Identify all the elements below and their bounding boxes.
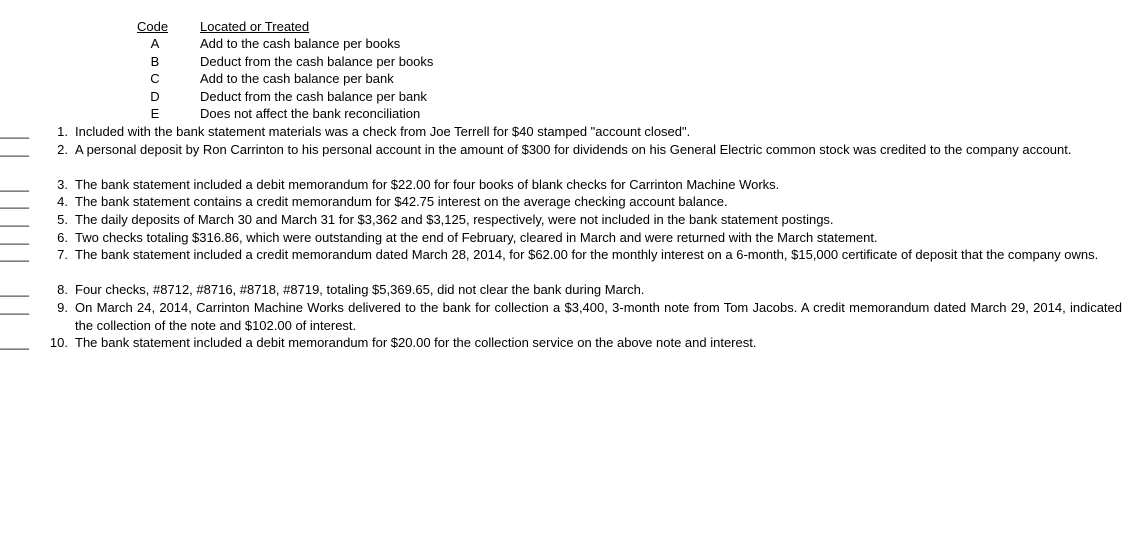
answer-blank[interactable]: ____	[0, 300, 29, 315]
legend-code: A	[150, 36, 160, 51]
answer-blank[interactable]: ____	[0, 194, 29, 210]
legend-description: Deduct from the cash balance per bank	[200, 88, 427, 104]
legend-code: D	[150, 88, 160, 104]
legend-description: Add to the cash balance per bank	[200, 71, 394, 87]
item-number: 7.	[57, 247, 68, 263]
answer-blank[interactable]: ____	[0, 141, 29, 157]
answer-blank[interactable]: ____	[0, 229, 29, 245]
answer-blank[interactable]: ____	[0, 282, 29, 298]
item-number: 5.	[57, 212, 68, 227]
item-number: 8.	[57, 282, 68, 298]
item-text: The bank statement included a debit memorandum for $22.00 for four books of blank checks for Carrinton Machine Works.	[75, 176, 780, 192]
item-number: 9.	[57, 300, 68, 315]
item-number: 1.	[57, 124, 68, 139]
legend-code: E	[150, 106, 160, 122]
item-text: A personal deposit by Ron Carrinton to his personal account in the amount of $300 for dividends on his General Electric common stock was credited to the company account.	[75, 141, 1072, 157]
legend-code: B	[150, 53, 160, 69]
item-text: The bank statement contains a credit memorandum for $42.75 interest on the average checking account balance.	[75, 194, 728, 210]
item-text: The daily deposits of March 30 and March 31 for $3,362 and $3,125, respectively, were not included in the bank statement postings.	[75, 212, 834, 227]
item-text: Four checks, #8712, #8716, #8718, #8719, totaling $5,369.65, did not clear the bank during March.	[75, 282, 645, 298]
legend-description: Does not affect the bank reconciliation	[200, 106, 421, 122]
answer-blank[interactable]: ____	[0, 176, 29, 192]
answer-blank[interactable]: ____	[0, 247, 29, 263]
item-number: 2.	[57, 141, 68, 157]
item-text: Two checks totaling $316.86, which were outstanding at the end of February, cleared in March and were returned with the March statement.	[75, 229, 878, 245]
item-number: 4.	[57, 194, 68, 210]
code-header: Code	[137, 19, 169, 34]
located-or-treated-header: Located or Treated	[200, 19, 310, 34]
answer-blank[interactable]: ____	[0, 335, 29, 351]
item-number: 3.	[57, 176, 68, 192]
answer-blank[interactable]: ____	[0, 124, 29, 139]
item-number: 6.	[57, 229, 68, 245]
item-text: The bank statement included a debit memorandum for $20.00 for the collection service on the above note and interest.	[75, 335, 757, 351]
legend-code: C	[150, 71, 160, 87]
legend-description: Add to the cash balance per books	[200, 36, 401, 51]
legend-description: Deduct from the cash balance per books	[200, 53, 434, 69]
item-text: Included with the bank statement materials was a check from Joe Terrell for $40 stamped "account closed".	[75, 124, 691, 139]
answer-blank[interactable]: ____	[0, 212, 29, 227]
item-number: 10.	[49, 335, 68, 351]
item-text: On March 24, 2014, Carrinton Machine Works delivered to the bank for collection a $3,400, 3-month note from Tom Jacobs. A credit memorandum dated March 29, 2014, indicated the collection of the note and $102.00 of interest.	[75, 300, 1122, 333]
item-text: The bank statement included a credit memorandum dated March 28, 2014, for $62.00 for the monthly interest on a 6-month, $15,000 certificate of deposit that the company owns.	[75, 247, 1099, 263]
